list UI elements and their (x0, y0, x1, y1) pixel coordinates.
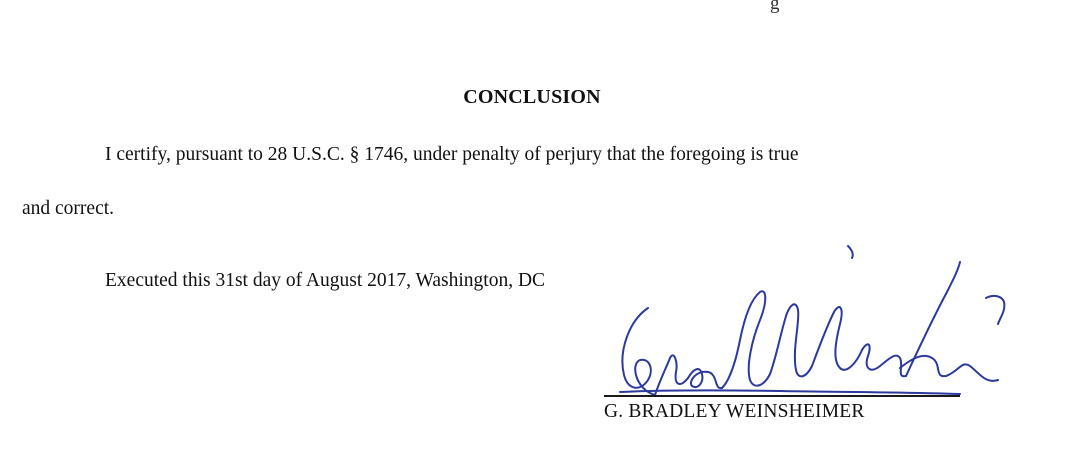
signature-line (604, 395, 960, 397)
signer-name: G. BRADLEY WEINSHEIMER (604, 401, 865, 422)
certification-text-line-1: I certify, pursuant to 28 U.S.C. § 1746, under penalty of perjury that the foregoing is true (105, 144, 799, 165)
cropped-text-fragment: g (770, 0, 780, 14)
certification-text-line-2: and correct. (22, 198, 115, 219)
section-heading: CONCLUSION (463, 86, 601, 108)
execution-statement: Executed this 31st day of August 2017, Washington, DC (105, 270, 546, 291)
